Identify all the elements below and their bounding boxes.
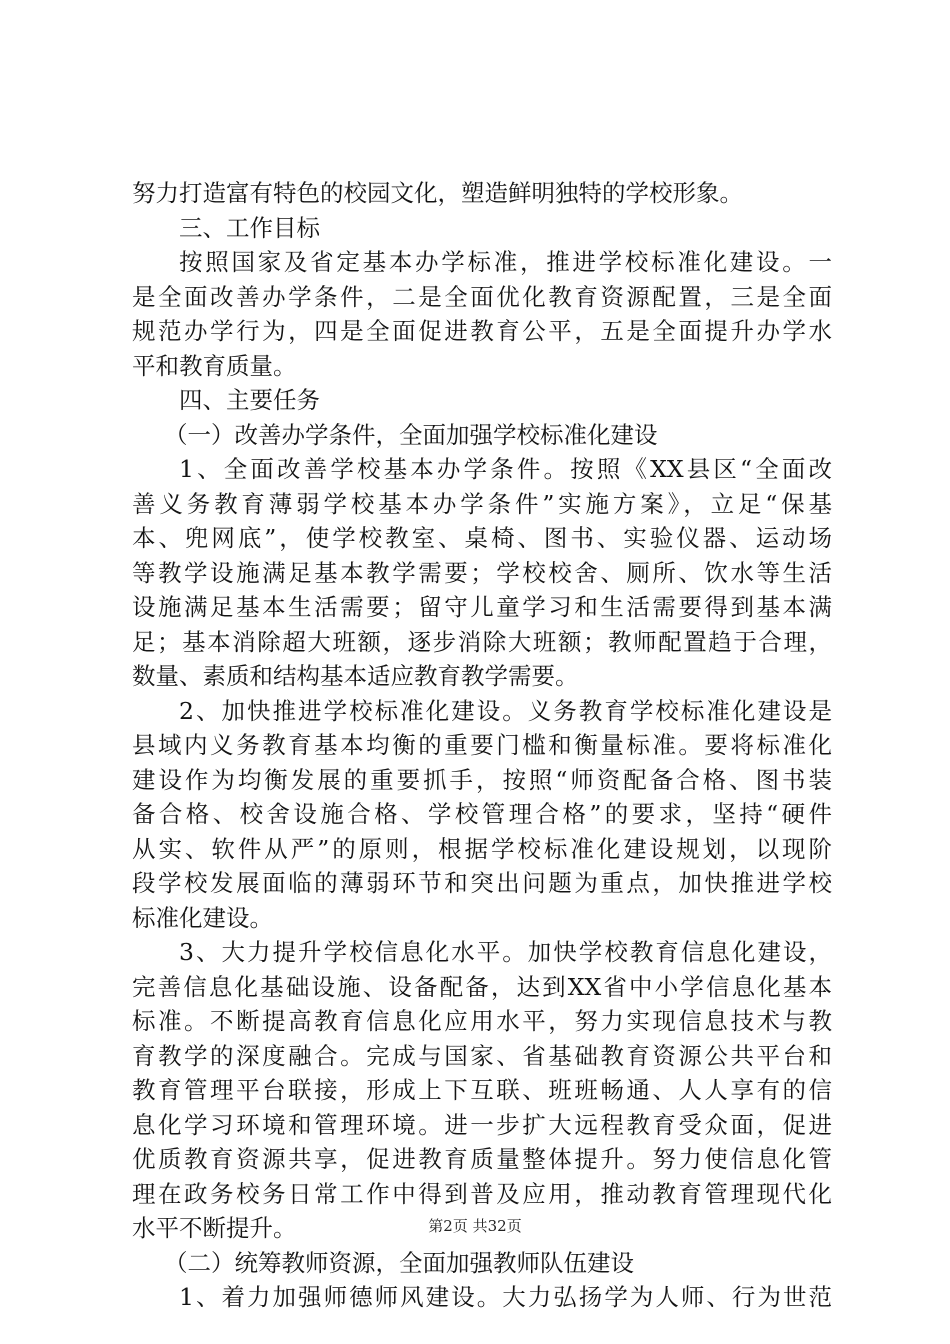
text-line: 从实、软件从严”的原则，根据学校标准化建设规划，以现阶: [132, 834, 832, 863]
section-heading-tasks: 四、主要任务: [179, 386, 320, 414]
text-line: 教育管理平台联接，形成上下互联、班班畅通、人人享有的信: [132, 1076, 832, 1104]
text-line: 备合格、校舍设施合格、学校管理合格”的要求，坚持“硬件: [132, 800, 832, 828]
text-line: 育教学的深度融合。完成与国家、省基础教育资源公共平台和: [132, 1041, 832, 1070]
document-body: [132, 176, 832, 1315]
text-line: 按照国家及省定基本办学标准，推进学校标准化建设。一: [179, 248, 832, 276]
page-number-footer: 第2页 共32页: [428, 1217, 522, 1235]
text-line: 完善信息化基础设施、设备配备，达到XX省中小学信息化基本: [132, 972, 832, 1001]
text-line: 1、全面改善学校基本办学条件。按照《XX县区“全面改: [179, 455, 832, 483]
text-line: 建设作为均衡发展的重要抓手，按照“师资配备合格、图书装: [132, 765, 832, 794]
text-line: 段学校发展面临的薄弱环节和突出问题为重点，加快推进学校: [132, 869, 832, 897]
text-line: 3、大力提升学校信息化水平。加快学校教育信息化建设，: [179, 938, 832, 966]
text-line: 足；基本消除超大班额，逐步消除大班额；教师配置趋于合理，: [132, 627, 832, 656]
text-line: 县域内义务教育基本均衡的重要门槛和衡量标准。要将标准化: [132, 731, 832, 759]
text-line: 标准。不断提高教育信息化应用水平，努力实现信息技术与教: [132, 1007, 832, 1035]
subsection-heading-1: （一）改善办学条件，全面加强学校标准化建设: [164, 420, 658, 449]
text-line: 标准化建设。: [132, 903, 273, 932]
text-line: 是全面改善办学条件，二是全面优化教育资源配置，三是全面: [132, 282, 832, 311]
text-line: 2、加快推进学校标准化建设。义务教育学校标准化建设是: [179, 696, 832, 725]
text-line: 努力打造富有特色的校园文化，塑造鲜明独特的学校形象。: [132, 179, 743, 207]
text-line: 理在政务校务日常工作中得到普及应用，推动教育管理现代化: [132, 1179, 832, 1208]
text-line: 优质教育资源共享，促进教育质量整体提升。努力使信息化管: [132, 1145, 832, 1173]
text-line: 1、着力加强师德师风建设。大力弘扬学为人师、行为世范: [179, 1283, 832, 1311]
text-line: 等教学设施满足基本教学需要；学校校舍、厕所、饮水等生活: [132, 558, 832, 587]
subsection-heading-2: （二）统筹教师资源，全面加强教师队伍建设: [164, 1248, 634, 1277]
text-line: 本、兜网底”，使学校教室、桌椅、图书、实验仪器、运动场: [132, 524, 832, 552]
text-line: 息化学习环境和管理环境。进一步扩大远程教育受众面，促进: [132, 1110, 832, 1139]
text-line: 设施满足基本生活需要；留守儿童学习和生活需要得到基本满: [132, 593, 832, 621]
section-heading-goals: 三、工作目标: [179, 213, 320, 242]
text-line: 水平不断提升。: [132, 1214, 297, 1242]
text-line: 数量、素质和结构基本适应教育教学需要。: [132, 662, 579, 690]
text-line: 规范办学行为，四是全面促进教育公平，五是全面提升办学水: [132, 317, 832, 345]
text-line: 善义务教育薄弱学校基本办学条件”实施方案》，立足“保基: [132, 489, 832, 518]
text-line: 平和教育质量。: [132, 351, 297, 380]
